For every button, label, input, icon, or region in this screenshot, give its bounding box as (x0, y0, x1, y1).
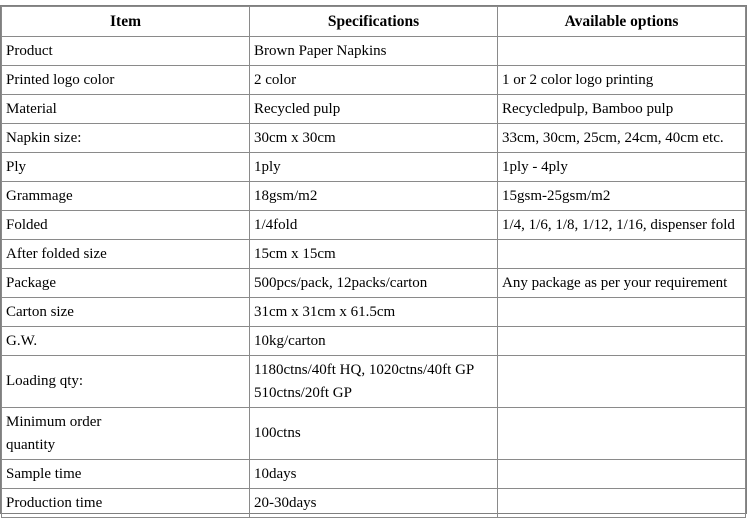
row-item: Ply (2, 153, 250, 182)
row-option: 1ply - 4ply (498, 153, 746, 182)
row-spec-line: 510ctns/20ft GP (254, 384, 352, 401)
row-item: Carton size (2, 298, 250, 327)
spec-table (1, 6, 746, 518)
row-spec: 2 color (250, 66, 498, 95)
row-spec: 10days (250, 460, 498, 489)
table-row (2, 240, 746, 269)
table-header-row (2, 7, 746, 37)
row-item: G.W. (2, 327, 250, 356)
row-option (498, 327, 746, 356)
row-spec: 20-30days (250, 489, 498, 518)
row-option: Any package as per your requirement (498, 269, 746, 298)
row-spec: 31cm x 31cm x 61.5cm (250, 298, 498, 327)
row-spec (250, 356, 498, 408)
table-row (2, 95, 746, 124)
row-option: 1 or 2 color logo printing (498, 66, 746, 95)
table-row (2, 327, 746, 356)
row-option: Recycledpulp, Bamboo pulp (498, 95, 746, 124)
row-item: Printed logo color (2, 66, 250, 95)
row-spec: 15cm x 15cm (250, 240, 498, 269)
row-option (498, 489, 746, 518)
row-item: Package (2, 269, 250, 298)
row-spec: 500pcs/pack, 12packs/carton (250, 269, 498, 298)
row-option (498, 240, 746, 269)
table-row (2, 489, 746, 518)
table-row (2, 460, 746, 489)
row-option: 33cm, 30cm, 25cm, 24cm, 40cm etc. (498, 124, 746, 153)
row-spec-line: 1180ctns/40ft HQ, 1020ctns/40ft GP (254, 361, 475, 378)
row-option (498, 356, 746, 408)
row-spec: Recycled pulp (250, 95, 498, 124)
row-item: Production time (2, 489, 250, 518)
table-row (2, 124, 746, 153)
table-row (2, 37, 746, 66)
row-item: Folded (2, 211, 250, 240)
row-item: After folded size (2, 240, 250, 269)
row-spec: 10kg/carton (250, 327, 498, 356)
header-item: Item (2, 7, 250, 37)
row-item: Loading qty: (2, 356, 250, 408)
row-option: 15gsm-25gsm/m2 (498, 182, 746, 211)
row-spec: 1ply (250, 153, 498, 182)
row-item-line: Minimum order (6, 413, 102, 430)
row-item: Material (2, 95, 250, 124)
row-spec: 100ctns (250, 408, 498, 460)
table-row (2, 298, 746, 327)
row-option (498, 298, 746, 327)
table-row (2, 269, 746, 298)
row-item: Grammage (2, 182, 250, 211)
row-spec: Brown Paper Napkins (250, 37, 498, 66)
row-item (2, 408, 250, 460)
table-row (2, 211, 746, 240)
row-spec: 1/4fold (250, 211, 498, 240)
table-row (2, 182, 746, 211)
header-available-options: Available options (498, 7, 746, 37)
row-item: Product (2, 37, 250, 66)
spec-table-container (0, 5, 747, 514)
row-spec: 18gsm/m2 (250, 182, 498, 211)
table-row (2, 356, 746, 408)
row-option: 1/4, 1/6, 1/8, 1/12, 1/16, dispenser fold (498, 211, 746, 240)
row-item: Napkin size: (2, 124, 250, 153)
row-option (498, 408, 746, 460)
row-option (498, 460, 746, 489)
row-item: Sample time (2, 460, 250, 489)
row-item-line: quantity (6, 436, 56, 453)
row-option (498, 37, 746, 66)
table-row (2, 408, 746, 460)
table-row (2, 153, 746, 182)
header-specifications: Specifications (250, 7, 498, 37)
table-row (2, 66, 746, 95)
row-spec: 30cm x 30cm (250, 124, 498, 153)
